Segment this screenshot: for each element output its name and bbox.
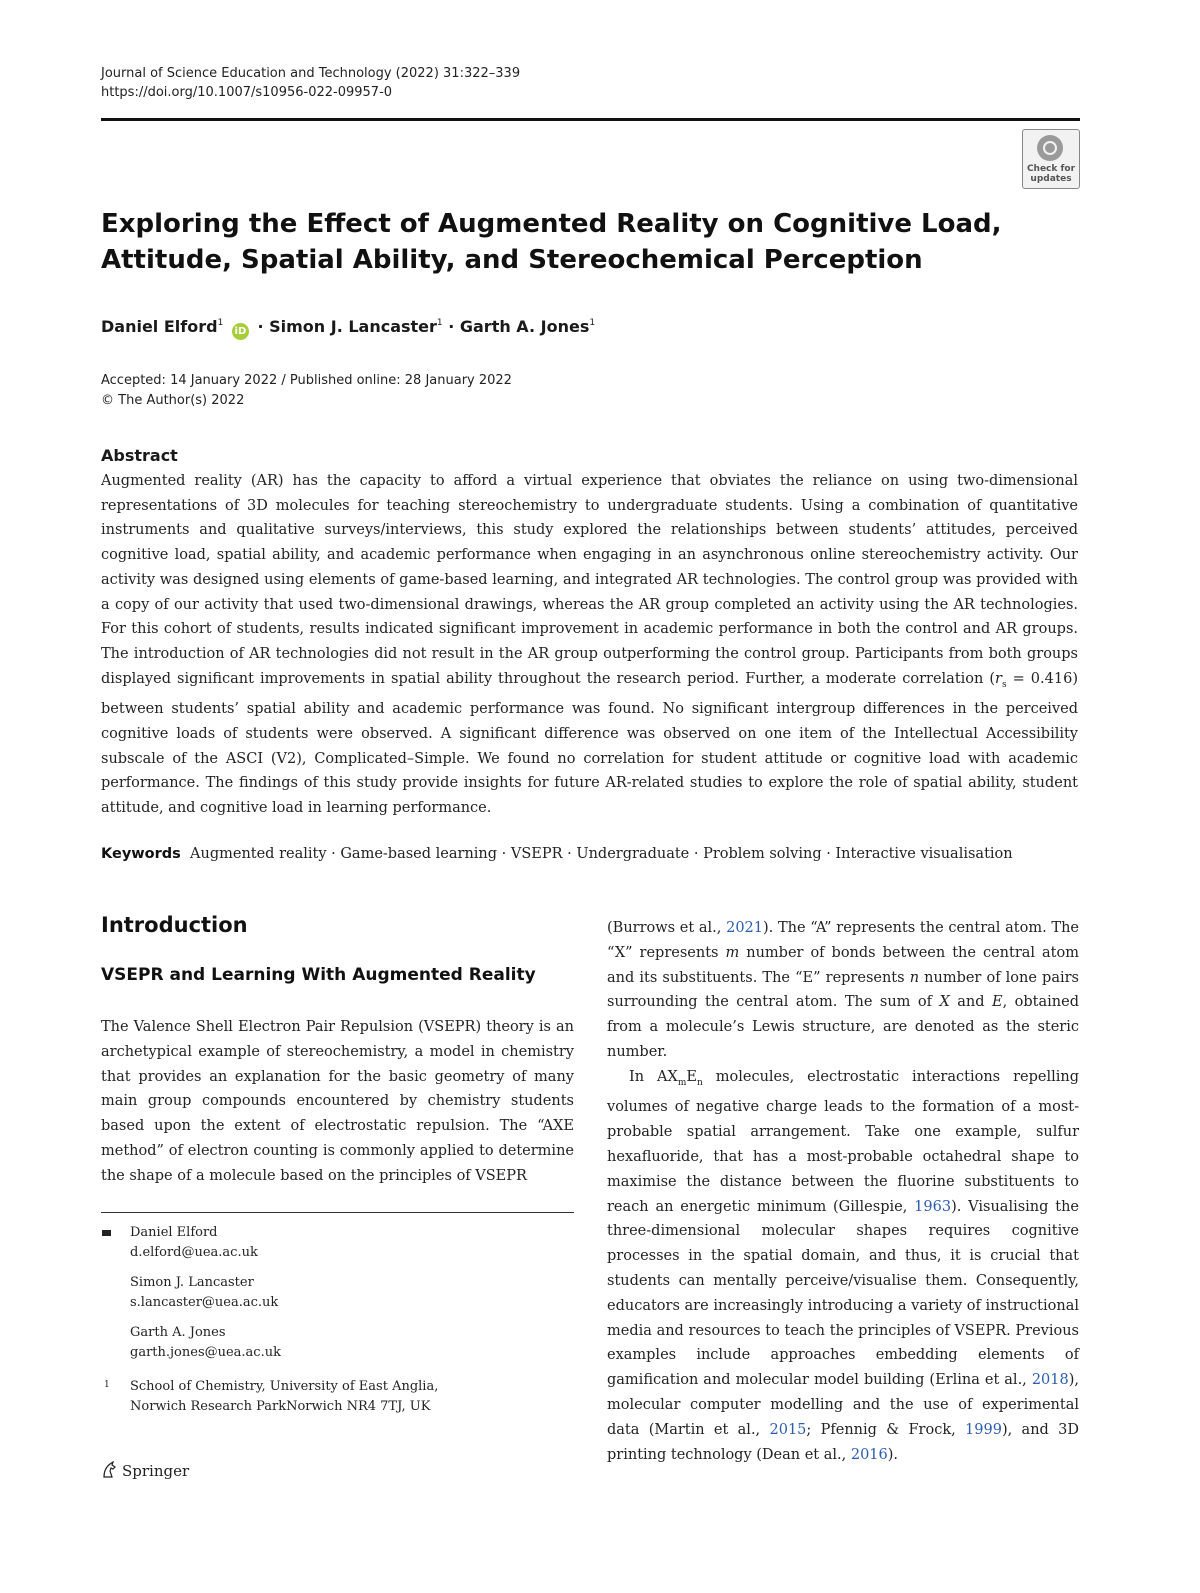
abstract-part-1: Augmented reality (AR) has the capacity to afford a virtual experience that obviates the reliance on using two-dimensional representations of 3D molecules for teaching stereochemistry to undergraduate students. Using a combination of quantitative instruments and qualitative surveys/interviews, this study explored the relationships between students’ attitudes, perceived cognitive load, spatial ability, and academic performance when engaging in an asynchronous online stereochemistry activity. Our activity was designed using elements of game-based learning, and integrated AR technologies. The control group was provided with a copy of our activity that used two-dimensional drawings, whereas the AR group completed an activity using the AR technologies. For this cohort of students, results indicated significant improvement in academic performance in both the control and AR groups. The introduction of AR technologies did not result in the AR group outperforming the control group. Participants from both groups displayed significant improvements in spatial ability throughout the research period. Further, a moderate correlation ( [101,473,1078,687]
citation-link[interactable]: 1999 [965,1421,1002,1438]
keywords-label: Keywords [101,846,181,862]
publisher-footer [101,1461,189,1480]
author-list [101,311,595,340]
journal-citation: Journal of Science Education and Technology (2022) 31:322–339 [101,66,521,81]
contact-entry [101,1273,574,1313]
contact-entry [101,1223,574,1263]
citation-link[interactable]: 2021 [726,920,764,936]
paper-title: Exploring the Effect of Augmented Reality on Cognitive Load, Attitude, Spatial Ability, and Stereochemical Perception [101,209,1002,275]
contact-email[interactable]: s.lancaster@uea.ac.uk [130,1295,279,1310]
check-for-updates-badge[interactable] [1022,129,1080,189]
left-column-body [101,1015,574,1189]
header-rule [101,118,1080,121]
affiliation-entry [101,1377,574,1417]
copyright: © The Author(s) 2022 [101,393,245,408]
author-affiliation: 1 [436,318,443,328]
contact-name: Daniel Elford [130,1225,218,1240]
publisher-name: Springer [122,1462,190,1480]
affiliation-line: Norwich Research ParkNorwich NR4 7TJ, UK [130,1399,431,1414]
affiliation-line: School of Chemistry, University of East Anglia, [130,1379,439,1394]
right-column-body [607,916,1079,1467]
abstract-text [101,469,1078,821]
contact-name: Garth A. Jones [130,1325,226,1340]
springer-horse-icon [101,1461,117,1479]
author-footnotes [101,1223,574,1417]
author-separator: · [251,317,270,336]
author-affiliation: 1 [589,318,596,328]
corr-value: = 0.416 [1006,670,1073,687]
author-separator: · [442,317,460,336]
citation-link[interactable]: 2018 [1031,1372,1069,1389]
author-affiliation: 1 [217,318,224,328]
crossmark-label: Check for updates [1026,164,1076,184]
author-name[interactable]: Simon J. Lancaster [269,317,437,336]
corr-variable: r [995,670,1002,687]
footnote-rule [101,1212,574,1213]
author-name[interactable]: Daniel Elford [101,317,218,336]
publication-dates [101,371,512,411]
axe-paragraph: (Burrows et al., 2021). The “A” represents the central atom. The “X” represents m number of bonds between the central atom and its substituents. The “E” represents n number of lone pairs surrounding the central atom. The sum of X and E, obtained from a molecule’s Lewis structure, are denoted as the steric number. [607,920,1079,1060]
abstract-heading: Abstract [101,446,178,465]
keywords [101,843,1081,865]
abstract-part-2: ) between students’ spatial ability and academic performance was found. No significant intergroup differences in the perceived cognitive loads of students were observed. A significant difference was observed on one item of the Intellectual Accessibility subscale of the ASCI (V2), Complicated–Simple. We found no correlation for student attitude or cognitive load with academic performance. The findings of this study provide insights for future AR-related studies to explore the role of spatial ability, student attitude, and cognitive load in learning performance. [101,670,1078,817]
corr-subscript: s [1001,679,1007,690]
intro-paragraph: The Valence Shell Electron Pair Repulsion (VSEPR) theory is an archetypical example of stereochemistry, a model in chemistry that provides an explanation for the basic geometry of many main group compounds encountered by chemistry students based upon the extent of electrostatic repulsion. The “AXE method” of electron counting is commonly applied to determine the shape of a molecule based on the principles of VSEPR [101,1019,574,1184]
envelope-icon [102,1230,111,1236]
affiliation-number: 1 [104,1380,110,1390]
journal-header [101,64,520,102]
contact-name: Simon J. Lancaster [130,1275,254,1290]
keywords-list: Augmented reality · Game-based learning · VSEPR · Undergraduate · Problem solving · Interactive visualisation [190,846,1013,862]
citation-link[interactable]: 2015 [769,1421,807,1438]
subsection-heading: VSEPR and Learning With Augmented Reality [101,965,536,985]
contact-email[interactable]: d.elford@uea.ac.uk [130,1245,258,1260]
citation-link[interactable]: 1963 [914,1198,952,1215]
accepted-published: Accepted: 14 January 2022 / Published online: 28 January 2022 [101,373,512,388]
contact-email[interactable]: garth.jones@uea.ac.uk [130,1345,281,1360]
crossmark-icon [1037,135,1063,161]
section-heading-introduction: Introduction [101,913,248,937]
contact-entry [101,1323,574,1363]
author-name[interactable]: Garth A. Jones [459,317,590,336]
citation-link[interactable]: 2016 [850,1446,888,1463]
doi-link[interactable]: https://doi.org/10.1007/s10956-022-09957-0 [101,85,393,100]
vsepr-paragraph: In $AX_mE_n$ molecules, electrostatic interactions repelling volumes of negative charge leads to the formation of a most-probable spatial arrangement. Take one example, sulfur hexafluoride, that has a most-probable octahedral shape to maximise the distance between the fluorine substituents to reach an energetic minimum (Gillespie, 1963). Visualising the three-dimensional molecular shapes requires cognitive processes in the spatial domain, and thus, it is crucial that students can mentally perceive/visualise them. Consequently, educators are increasingly introducing a variety of instructional media and resources to teach the principles of VSEPR. Previous examples include approaches embedding elements of gamification and molecular model building (Erlina et al., 2018), molecular computer modelling and the use of experimental data (Martin et al., 2015; Pfennig & Frock, 1999), and 3D printing technology (Dean et al., 2016). [607,1068,1080,1463]
orcid-icon[interactable]: iD [232,323,249,340]
